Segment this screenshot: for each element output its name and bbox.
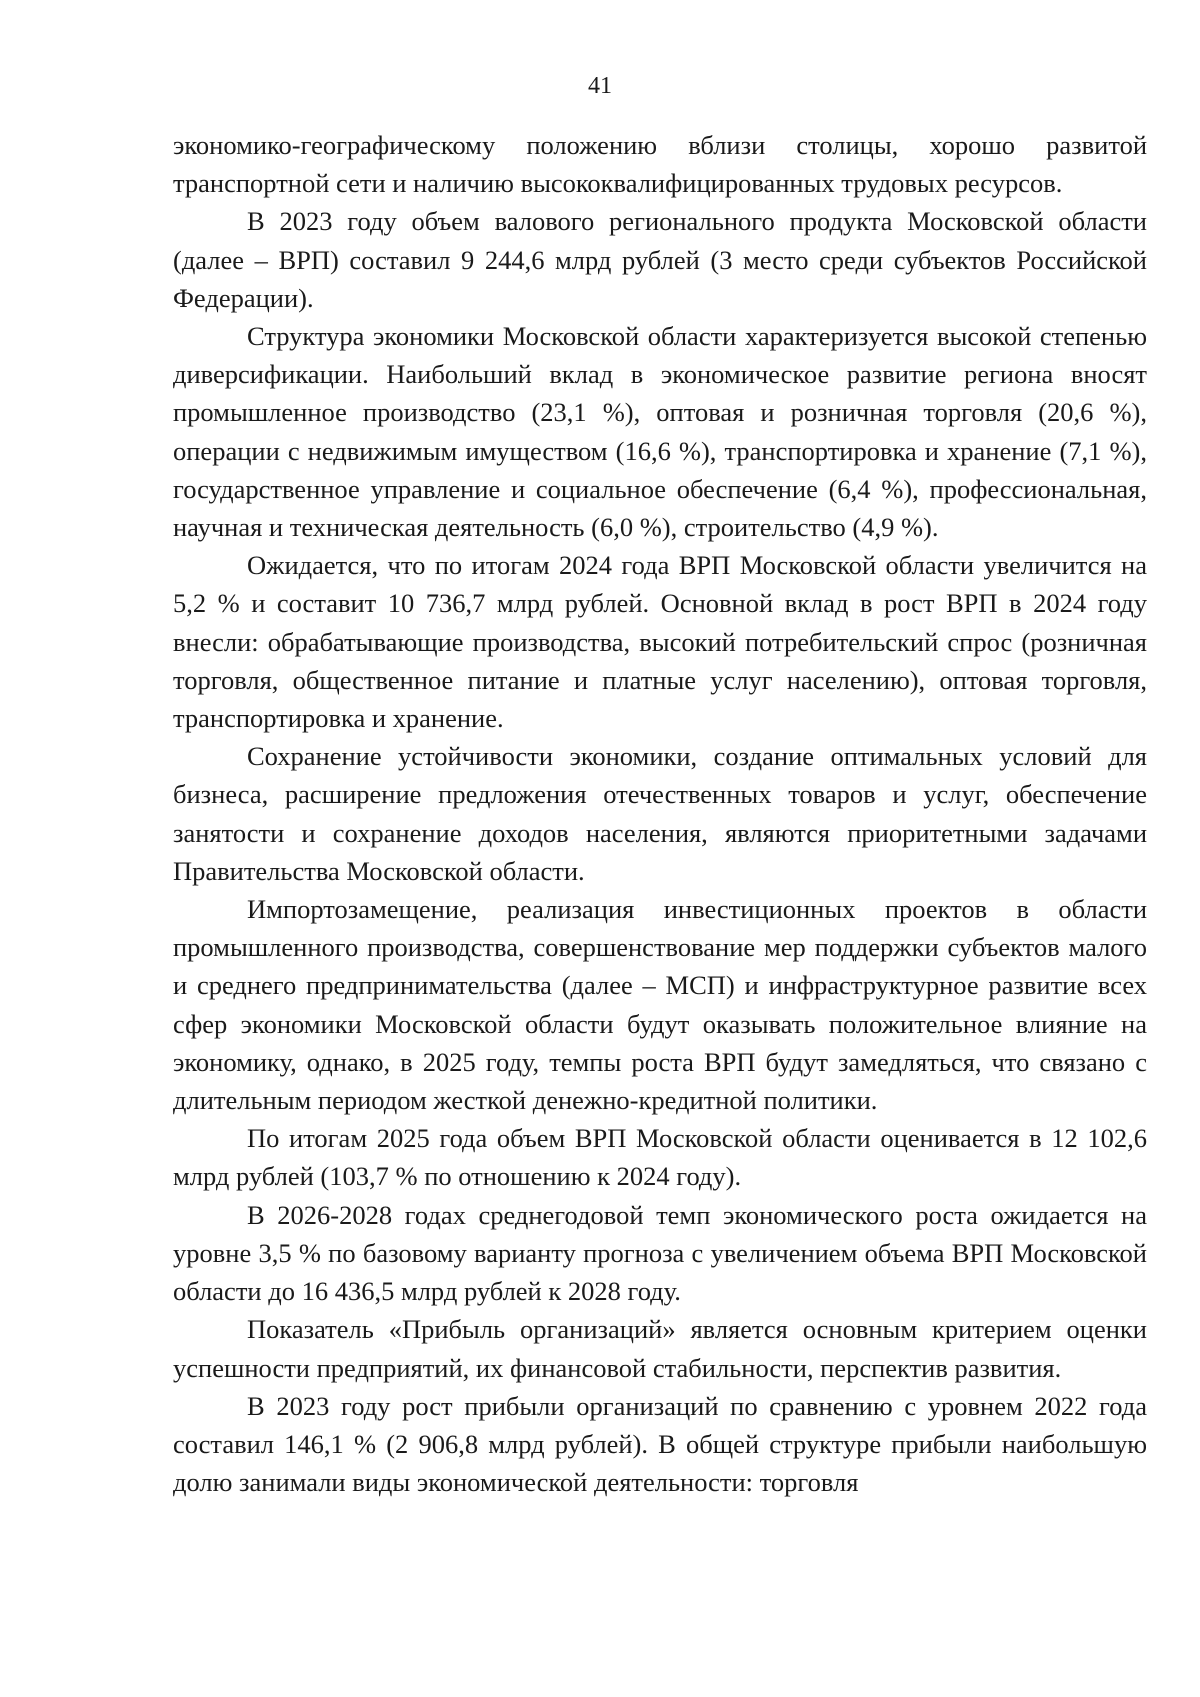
paragraph-forecast-2026-2028: В 2026-2028 годах среднегодовой темп экономического роста ожидается на уровне 3,5 % по базовому варианту прогноза с увеличением объема ВРП Московской области до 16 436,5 млрд рублей к 2028 году. [173,1199,1147,1307]
paragraph-import-substitution: Импортозамещение, реализация инвестиционных проектов в области промышленного производства, совершенствование мер поддержки субъектов малого и среднего предпринимательства (далее – МСП) и инфраструктурное развитие всех сфер экономики Московской области будут оказывать положительное влияние на экономику, однако, в 2025 году, темпы роста ВРП будут замедляться, что связано с длительным периодом жесткой денежно-кредитной политики. [173,894,1147,1116]
paragraph-grp-2024: Ожидается, что по итогам 2024 года ВРП Московской области увеличится на 5,2 % и составит 10 736,7 млрд рублей. Основной вклад в рост ВРП в 2024 году внесли: обрабатывающие производства, высокий потребительский спрос (розничная торговля, общественное питание и платные услуг населению), оптовая торговля, транспортировка и хранение. [173,550,1147,734]
paragraph-continuation: экономико-географическому положению вблизи столицы, хорошо развитой транспортной сети и наличию высококвалифицированных трудовых ресурсов. [173,130,1147,199]
document-body [173,126,1147,1501]
paragraph-economy-structure: Структура экономики Московской области характеризуется высокой степенью диверсификации. Наибольший вклад в экономическое развитие региона вносят промышленное производство (23,1 %), оптовая и розничная торговля (20,6 %), операции с недвижимым имуществом (16,6 %), транспортировка и хранение (7,1 %), государственное управление и социальное обеспечение (6,4 %), профессиональная, научная и техническая деятельность (6,0 %), строительство (4,9 %). [173,321,1147,543]
paragraph-grp-2023: В 2023 году объем валового регионального продукта Московской области (далее – ВРП) составил 9 244,6 млрд рублей (3 место среди субъектов Российской Федерации). [173,206,1147,313]
paragraph-profit-2023: В 2023 году рост прибыли организаций по сравнению с уровнем 2022 года составил 146,1 % (2 906,8 млрд рублей). В общей структуре прибыли наибольшую долю занимали виды экономической деятельности: торговля [173,1390,1147,1498]
paragraph-priorities: Сохранение устойчивости экономики, создание оптимальных условий для бизнеса, расширение предложения отечественных товаров и услуг, обеспечение занятости и сохранение доходов населения, являются приоритетными задачами Правительства Московской области. [173,741,1147,886]
page-number: 41 [588,73,612,99]
paragraph-grp-2025: По итогам 2025 года объем ВРП Московской области оценивается в 12 102,6 млрд рублей (103,7 % по отношению к 2024 году). [173,1123,1147,1192]
paragraph-profit-indicator: Показатель «Прибыль организаций» является основным критерием оценки успешности предприятий, их финансовой стабильности, перспектив развития. [173,1314,1147,1383]
